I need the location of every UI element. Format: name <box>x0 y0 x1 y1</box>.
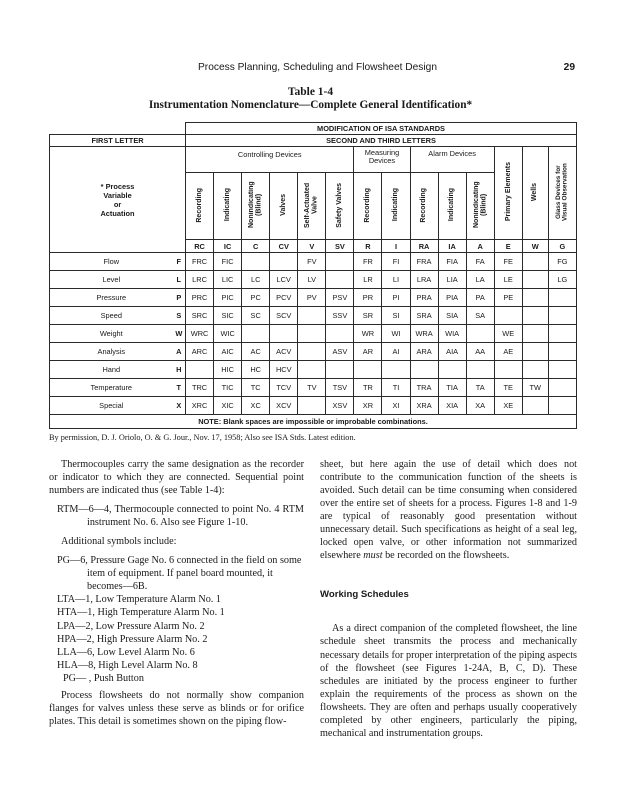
second-third-header: SECOND AND THIRD LETTERS <box>186 135 577 147</box>
table-cell: XCV <box>270 397 298 415</box>
table-cell: TRC <box>186 379 214 397</box>
table-caption: By permission, D. J. Oriolo, O. & G. Jour., Nov. 17, 1958; Also see ISA Stds. Latest edition. <box>49 433 356 442</box>
table-cell: TCV <box>270 379 298 397</box>
table-cell: FIA <box>438 253 466 271</box>
table-cell: SR <box>354 307 382 325</box>
table-cell: SIA <box>438 307 466 325</box>
table-cell: HIC <box>214 361 242 379</box>
variable-name: Flow <box>50 253 173 271</box>
process-variable-header: * Process Variable or Actuation <box>50 147 186 253</box>
table-cell: PR <box>354 289 382 307</box>
table-cell: HCV <box>270 361 298 379</box>
table-cell: TR <box>354 379 382 397</box>
col-header-recording: Recording <box>186 173 214 240</box>
first-letter: F <box>173 253 186 271</box>
table-cell: FA <box>466 253 494 271</box>
table-cell <box>466 325 494 343</box>
table-cell: WIA <box>438 325 466 343</box>
col-header-self-actuated: Self-Actuated Valve <box>298 173 326 240</box>
column-code: E <box>494 240 522 253</box>
table-body <box>50 253 577 415</box>
table-cell: LC <box>242 271 270 289</box>
mod-header: MODIFICATION OF ISA STANDARDS <box>186 123 577 135</box>
table-row <box>50 289 577 307</box>
running-head <box>60 62 575 76</box>
variable-name: Level <box>50 271 173 289</box>
table-cell: XE <box>494 397 522 415</box>
column-code: CV <box>270 240 298 253</box>
table-cell: TRA <box>410 379 438 397</box>
table-cell <box>298 361 326 379</box>
list-item: HLA—8, High Level Alarm No. 8 <box>57 659 198 671</box>
column-code: W <box>522 240 548 253</box>
table-cell <box>326 271 354 289</box>
table-cell <box>326 253 354 271</box>
table-cell: LI <box>382 271 410 289</box>
col-header-measuring-indicating: Indicating <box>382 173 410 240</box>
table-cell: TSV <box>326 379 354 397</box>
table-cell: AA <box>466 343 494 361</box>
table-cell: AR <box>354 343 382 361</box>
list-item: PG—6, Pressure Gage No. 6 connected in the field on some item of equipment. If panel board mounted, it becomes—6B. <box>57 555 302 593</box>
table-cell <box>270 253 298 271</box>
table-cell <box>354 361 382 379</box>
rtm-example: RTM—6—4, Thermocouple connected to point No. 4 RTM instrument No. 6. Also see Figure 1-10. <box>57 504 304 529</box>
table-cell: TW <box>522 379 548 397</box>
table-cell: FRC <box>186 253 214 271</box>
table-cell: SI <box>382 307 410 325</box>
first-letter: L <box>173 271 186 289</box>
table-cell: TIA <box>438 379 466 397</box>
table-cell: AC <box>242 343 270 361</box>
table-title: Instrumentation Nomenclature—Complete General Identification* <box>148 99 473 111</box>
table-cell: ASV <box>326 343 354 361</box>
table-cell <box>466 361 494 379</box>
right-column <box>320 458 577 740</box>
table-cell: PV <box>298 289 326 307</box>
table-cell: LV <box>298 271 326 289</box>
table-cell: WR <box>354 325 382 343</box>
table-cell: FR <box>354 253 382 271</box>
table-cell: PIA <box>438 289 466 307</box>
table-cell: XSV <box>326 397 354 415</box>
table-cell: LRC <box>186 271 214 289</box>
col-header-nonindicating: Nonindicating (Blind) <box>242 173 270 240</box>
table-cell <box>298 307 326 325</box>
table-cell: XR <box>354 397 382 415</box>
variable-name: Weight <box>50 325 173 343</box>
table-cell: FIC <box>214 253 242 271</box>
table-cell <box>548 307 576 325</box>
table-cell <box>298 397 326 415</box>
table-cell: FE <box>494 253 522 271</box>
first-letter: X <box>173 397 186 415</box>
table-cell: SRC <box>186 307 214 325</box>
table-cell: AIA <box>438 343 466 361</box>
table-cell: SCV <box>270 307 298 325</box>
table-note: NOTE: Blank spaces are impossible or improbable combinations. <box>50 415 577 429</box>
table-cell: ARA <box>410 343 438 361</box>
paragraph: sheet, but here again the use of detail which does not contribute to the communication function of the sheets is avoided. Such detail can be time consuming when considered over the entire set of sheets for a process. Figures 1-8 and 1-9 are typical of reasonably good presentation without unnecessary detail. Such specifications as height of a seal leg, locked open valve, or other information not summarized elsewhere must be recorded on the flowsheets. <box>320 459 577 562</box>
table-cell: WRC <box>186 325 214 343</box>
table-cell: PRA <box>410 289 438 307</box>
table-cell <box>522 361 548 379</box>
table-row <box>50 397 577 415</box>
list-item: LPA—2, Low Pressure Alarm No. 2 <box>57 620 205 632</box>
table-cell: WI <box>382 325 410 343</box>
table-cell <box>494 361 522 379</box>
col-header-wells: Wells <box>522 147 548 240</box>
table-cell: XRC <box>186 397 214 415</box>
table-cell: XIA <box>438 397 466 415</box>
column-code: IA <box>438 240 466 253</box>
table-cell: AIC <box>214 343 242 361</box>
table-cell: ARC <box>186 343 214 361</box>
table-cell <box>522 271 548 289</box>
table-cell: LE <box>494 271 522 289</box>
table-cell: SA <box>466 307 494 325</box>
measuring-header: Measuring Devices <box>354 147 410 173</box>
table-cell <box>522 397 548 415</box>
first-letter: W <box>173 325 186 343</box>
table-cell: TV <box>298 379 326 397</box>
table-cell <box>548 397 576 415</box>
variable-name: Special <box>50 397 173 415</box>
table-cell: SIC <box>214 307 242 325</box>
table-cell: AI <box>382 343 410 361</box>
column-code: RA <box>410 240 438 253</box>
column-code: A <box>466 240 494 253</box>
table-cell <box>522 343 548 361</box>
table-cell: PCV <box>270 289 298 307</box>
table-cell: TI <box>382 379 410 397</box>
first-letter: A <box>173 343 186 361</box>
table-cell <box>298 343 326 361</box>
table-cell: SC <box>242 307 270 325</box>
list-item: LTA—1, Low Temperature Alarm No. 1 <box>57 594 221 606</box>
table-cell: LIA <box>438 271 466 289</box>
table-row <box>50 343 577 361</box>
table-cell: PI <box>382 289 410 307</box>
table-cell: FRA <box>410 253 438 271</box>
alarm-header: Alarm Devices <box>410 147 494 173</box>
table-row <box>50 271 577 289</box>
table-cell <box>548 289 576 307</box>
table-cell <box>186 361 214 379</box>
table-cell <box>548 325 576 343</box>
section-heading: Working Schedules <box>320 589 409 601</box>
table-cell: PA <box>466 289 494 307</box>
additional-symbols-label: Additional symbols include: <box>61 536 177 548</box>
table-cell <box>522 253 548 271</box>
variable-name: Analysis <box>50 343 173 361</box>
list-item: HTA—1, High Temperature Alarm No. 1 <box>57 607 225 619</box>
table-cell: PSV <box>326 289 354 307</box>
table-cell: PC <box>242 289 270 307</box>
table-cell <box>326 325 354 343</box>
table-cell: LRA <box>410 271 438 289</box>
col-header-alarm-indicating: Indicating <box>438 173 466 240</box>
table-cell: HC <box>242 361 270 379</box>
list-item: PG— , Push Button <box>63 672 144 684</box>
table-cell: TC <box>242 379 270 397</box>
col-header-safety-valves: Safety Valves <box>326 173 354 240</box>
table-cell <box>522 325 548 343</box>
first-letter: P <box>173 289 186 307</box>
col-header-primary-elements: Primary Elements <box>494 147 522 240</box>
table-cell: LCV <box>270 271 298 289</box>
col-header-glass-devices: Glass Devices for Visual Observation <box>548 147 576 240</box>
table-cell: PRC <box>186 289 214 307</box>
table-cell <box>522 307 548 325</box>
first-letter: S <box>173 307 186 325</box>
table-row <box>50 325 577 343</box>
nomenclature-table <box>49 122 577 429</box>
column-code: SV <box>326 240 354 253</box>
list-item: LLA—6, Low Level Alarm No. 6 <box>57 646 195 658</box>
table-cell <box>298 325 326 343</box>
page-number: 29 <box>563 62 575 73</box>
table-cell <box>270 325 298 343</box>
running-head-title: Process Planning, Scheduling and Flowsheet Design <box>198 62 437 73</box>
variable-name: Hand <box>50 361 173 379</box>
table-cell <box>410 361 438 379</box>
first-letter: H <box>173 361 186 379</box>
col-header-measuring-recording: Recording <box>354 173 382 240</box>
variable-name: Pressure <box>50 289 173 307</box>
table-cell: ACV <box>270 343 298 361</box>
table-cell: TIC <box>214 379 242 397</box>
col-header-indicating: Indicating <box>214 173 242 240</box>
table-cell <box>494 307 522 325</box>
table-row <box>50 253 577 271</box>
variable-name: Temperature <box>50 379 173 397</box>
table-cell: XI <box>382 397 410 415</box>
table-cell: SSV <box>326 307 354 325</box>
table-cell: LA <box>466 271 494 289</box>
table-cell <box>382 361 410 379</box>
paragraph: Thermocouples carry the same designation as the recorder or indicator to which they are connected. Sequential point numbers are indicated thus (see Table 1-4): <box>49 459 304 497</box>
column-code: RC <box>186 240 214 253</box>
table-cell: LIC <box>214 271 242 289</box>
table-cell: WE <box>494 325 522 343</box>
table-cell <box>326 361 354 379</box>
table-cell: TE <box>494 379 522 397</box>
first-letter-header: FIRST LETTER <box>50 135 186 147</box>
symbol-list <box>49 554 304 684</box>
table-cell: PE <box>494 289 522 307</box>
table-cell: XC <box>242 397 270 415</box>
table-cell: FI <box>382 253 410 271</box>
paragraph: Process flowsheets do not normally show companion flanges for valves unless these serve as blinds or for orifice plates. This detail is sometimes shown on the piping flow- <box>49 689 304 727</box>
left-column <box>49 458 304 728</box>
table-cell: FV <box>298 253 326 271</box>
table-cell: FG <box>548 253 576 271</box>
first-letter: T <box>173 379 186 397</box>
column-code: I <box>382 240 410 253</box>
table-cell: SRA <box>410 307 438 325</box>
table-cell <box>522 289 548 307</box>
table-cell <box>438 361 466 379</box>
controlling-header: Controlling Devices <box>186 147 354 173</box>
table-row <box>50 379 577 397</box>
table-cell <box>242 325 270 343</box>
list-item: HPA—2, High Pressure Alarm No. 2 <box>57 633 208 645</box>
column-code: G <box>548 240 576 253</box>
table-number: Table 1-4 <box>287 86 334 98</box>
table-cell: XIC <box>214 397 242 415</box>
table-row <box>50 307 577 325</box>
table-row <box>50 361 577 379</box>
table-cell: LG <box>548 271 576 289</box>
table-cell: XA <box>466 397 494 415</box>
variable-name: Speed <box>50 307 173 325</box>
column-code: V <box>298 240 326 253</box>
table-cell: XRA <box>410 397 438 415</box>
table-cell <box>242 253 270 271</box>
column-code: IC <box>214 240 242 253</box>
table-cell: WIC <box>214 325 242 343</box>
table-cell <box>548 379 576 397</box>
table-cell: WRA <box>410 325 438 343</box>
paragraph: As a direct companion of the completed flowsheet, the line schedule sheet transmits the process and mechanically necessary details for proper interpretation of the piping aspects of the flowsheet (see Figures 1-24A, B, C, D). These schedules are initiated by the process engineer to further explain the requirements of the process as shown on the flowsheets. They are often and perhaps usually cooperatively completed by other engineers, particularly the piping, mechanical and instrumentation groups. <box>320 623 577 739</box>
table-cell <box>548 361 576 379</box>
table-cell: TA <box>466 379 494 397</box>
table-cell <box>548 343 576 361</box>
col-header-valves: Valves <box>270 173 298 240</box>
table-cell: AE <box>494 343 522 361</box>
table-cell: PIC <box>214 289 242 307</box>
table-cell: LR <box>354 271 382 289</box>
col-header-alarm-nonindicating: Nonindicating (Blind) <box>466 173 494 240</box>
col-header-alarm-recording: Recording <box>410 173 438 240</box>
column-code: R <box>354 240 382 253</box>
column-code: C <box>242 240 270 253</box>
